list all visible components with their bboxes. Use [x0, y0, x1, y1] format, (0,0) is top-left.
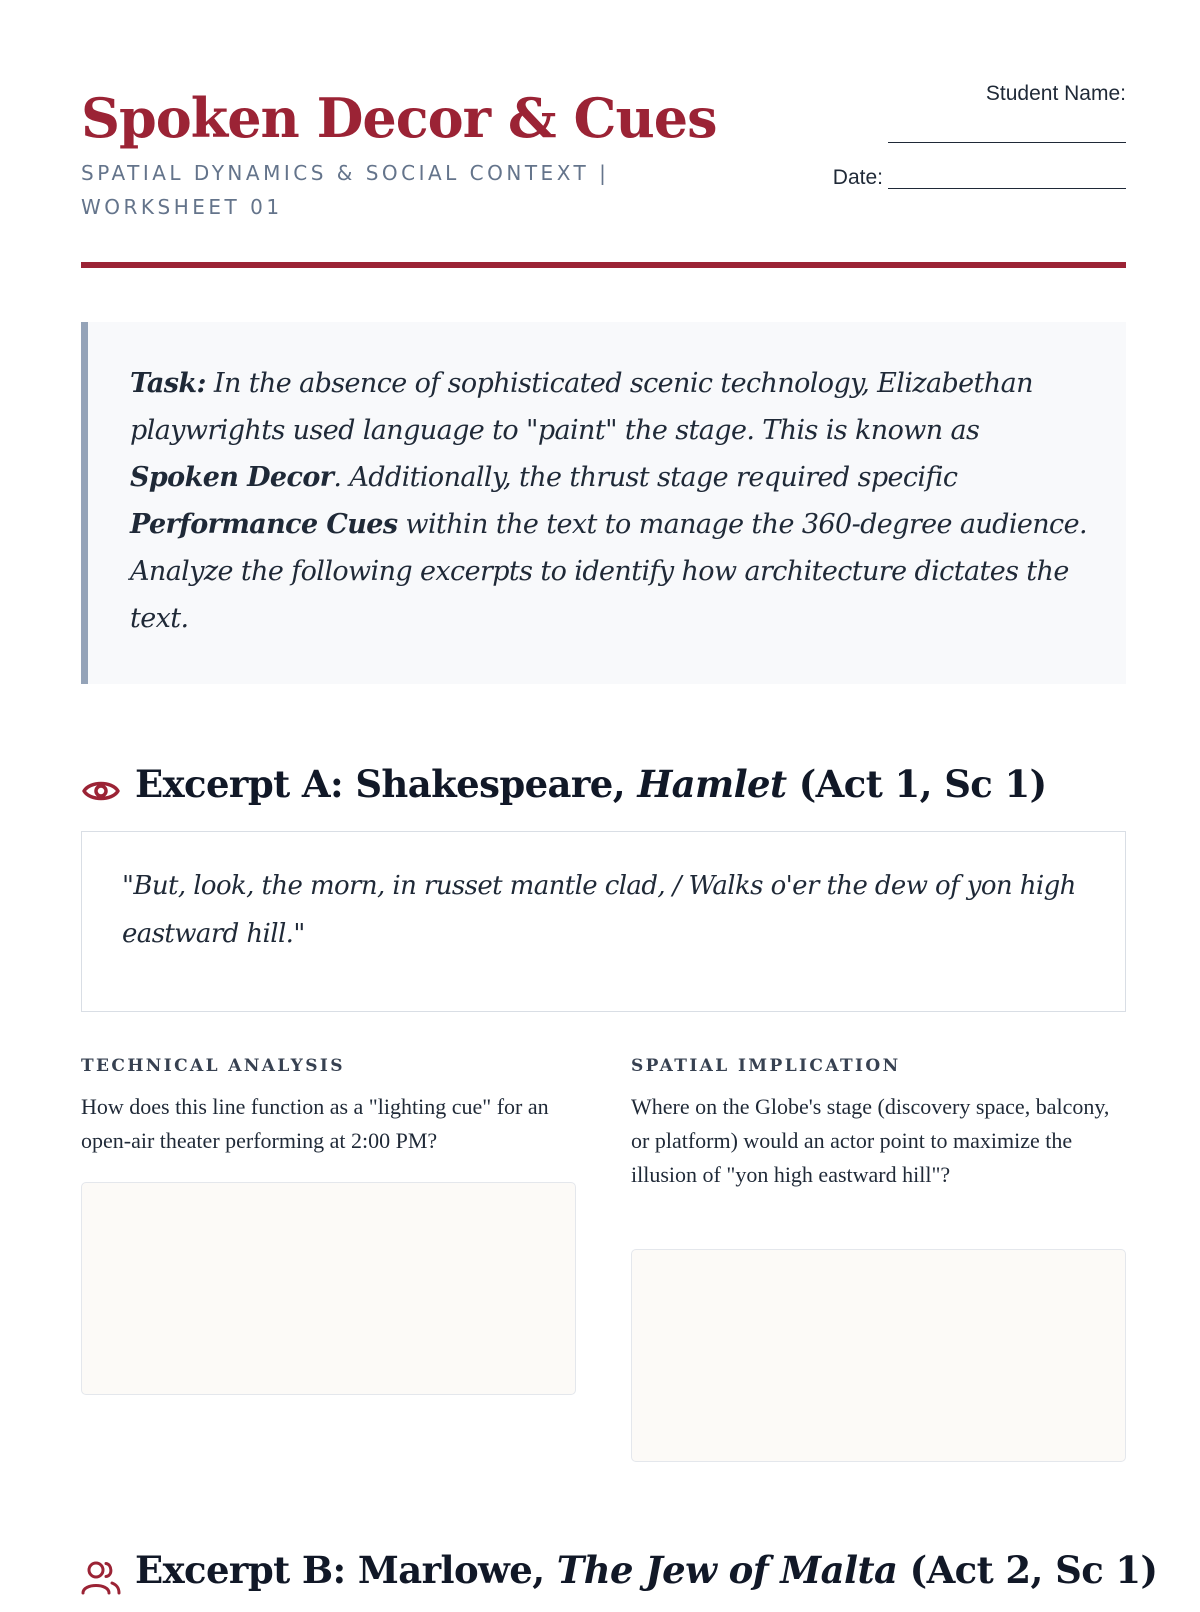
excerpt-a-title: [135, 754, 1047, 814]
excerpt-b-heading: [81, 1540, 1158, 1600]
worksheet-header: [81, 80, 1126, 270]
excerpt-b-prefix: Excerpt B: Marlowe,: [135, 1548, 557, 1592]
excerpt-b-work: The Jew of Malta: [556, 1548, 898, 1592]
question-spatial-implication: [631, 1052, 1126, 1192]
page-subtitle: SPATIAL DYNAMICS & SOCIAL CONTEXT | WORKSHEET 01: [81, 161, 610, 219]
answer-box-technical-analysis[interactable]: [81, 1182, 576, 1395]
question-prompt: Where on the Globe's stage (discovery space, balcony, or platform) would an actor point to maximize the illusion of "yon high eastward hill"?: [631, 1094, 1110, 1187]
excerpt-a-quote: "But, look, the morn, in russet mantle clad, / Walks o'er the dew of yon high eastward hill.": [81, 831, 1126, 1012]
excerpt-a-suffix: (Act 1, Sc 1): [786, 762, 1047, 806]
answer-box-spatial-implication[interactable]: [631, 1249, 1126, 1462]
page-title: Spoken Decor & Cues: [81, 86, 717, 150]
excerpt-a-heading: [81, 754, 1126, 814]
task-text-1: In the absence of sophisticated scenic technology, Elizabethan playwrights used language to "paint" the stage. This is known as: [130, 368, 1033, 446]
task-text-3: within the text to manage the 360-degree audience. Analyze the following excerpts to identify how architecture dictates the text.: [130, 509, 1087, 634]
student-name-field[interactable]: [888, 142, 1126, 143]
task-text-2: . Additionally, the thrust stage required specific: [333, 462, 958, 493]
eye-icon: [81, 766, 121, 802]
task-instructions: [81, 322, 1126, 684]
date-label: Date:: [832, 166, 883, 189]
question-label: SPATIAL IMPLICATION: [631, 1056, 901, 1076]
worksheet-page: [81, 0, 1158, 1600]
excerpt-b-suffix: (Act 2, Sc 1): [897, 1548, 1158, 1592]
date-field[interactable]: [888, 188, 1126, 189]
task-label: Task:: [130, 368, 206, 399]
student-name-label: Student Name:: [985, 82, 1126, 105]
task-term-performance-cues: Performance Cues: [130, 509, 398, 540]
users-icon: [81, 1552, 121, 1588]
question-technical-analysis: [81, 1052, 576, 1158]
question-label: TECHNICAL ANALYSIS: [81, 1056, 345, 1076]
question-prompt: How does this line function as a "lighting cue" for an open-air theater performing at 2:00 PM?: [81, 1094, 549, 1153]
excerpt-a-prefix: Excerpt A: Shakespeare,: [135, 762, 638, 806]
excerpt-b-title: [135, 1540, 1157, 1600]
excerpt-a-work: Hamlet: [637, 762, 787, 806]
header-divider: [81, 262, 1126, 268]
task-term-spoken-decor: Spoken Decor: [130, 462, 334, 493]
